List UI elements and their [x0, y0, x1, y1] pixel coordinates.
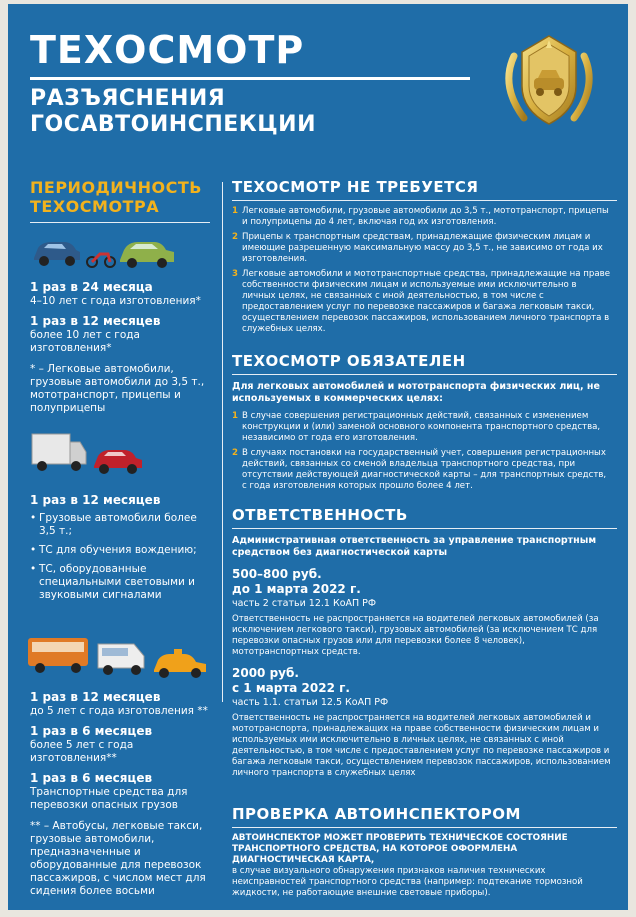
- fine-2-amount: 2000 руб.: [232, 666, 299, 680]
- vehicle-list-item: • ТС, оборудованные специальными световыми и звуковыми сигналами: [30, 563, 216, 602]
- period-text: Транспортные средства для перевозки опасных грузов: [30, 786, 188, 811]
- liability-divider: [232, 528, 617, 529]
- footnote-1: * – Легковые автомобили, грузовые автомобили до 3,5 т., мототранспорт, прицепы и полуприцепы: [30, 363, 205, 414]
- period-title: 1 раз в 24 месяца: [30, 280, 153, 294]
- inspection-block: [232, 833, 612, 899]
- periodicity-block-3: [30, 690, 216, 898]
- item-text: Прицепы к транспортным средствам, принадлежащие физическим лицам и имеющие разрешенную максимальную массу до 3,5 т., не зависимо от года их изготовления.: [242, 232, 603, 264]
- liability-block: [232, 535, 612, 779]
- fine-2-note: Ответственность не распространяется на водителей легковых автомобилей и мототранспорта, принадлежащих на праве собственности физическим лицам и используемых ими исключительно в личных целях, не связанных с иной деятельностью, в том числе с предоставлением услуг по перевозке пассажиров и багажа легковым такси, осуществлением перевозок пассажиров, использованием личного транспорта в служебных целях: [232, 713, 611, 778]
- periodicity-heading: [30, 178, 202, 216]
- fine-1-date: до 1 марта 2022 г.: [232, 582, 361, 596]
- item-number: 3: [232, 269, 238, 279]
- inspection-heading: ПРОВЕРКА АВТОИНСПЕКТОРОМ: [232, 805, 521, 823]
- car-motorcycle-illustration: [30, 230, 180, 270]
- required-heading: ТЕХОСМОТР ОБЯЗАТЕЛЕН: [232, 352, 466, 370]
- bus-van-taxi-illustration: [26, 632, 216, 680]
- vehicle-list-item: • ТС для обучения вождению;: [30, 544, 216, 557]
- period-title: 1 раз в 12 месяцев: [30, 314, 161, 328]
- subtitle-line-1: РАЗЪЯСНЕНИЯ: [30, 86, 226, 111]
- required-intro: Для легковых автомобилей и мототранспорта физических лиц, не используемых в коммерческих целях:: [232, 381, 600, 404]
- list-item: [232, 448, 612, 492]
- page-title: ТЕХОСМОТР: [30, 28, 305, 72]
- item-text: Легковые автомобили и мототранспортные средства, принадлежащие на праве собственности физическим лицам и используемые ими исключительно в личных целях, не связанных с иной деятельностью, в том числе с предоставлением услуг по перевозке пассажиров и багажа легковым такси, осуществлением перевозок пассажиров, использованием личного транспорта в служебных целях.: [242, 269, 610, 334]
- periodicity-block-2: [30, 493, 216, 602]
- required-block: [232, 381, 612, 496]
- period-title: 1 раз в 6 месяцев: [30, 771, 153, 785]
- column-divider: [222, 182, 223, 702]
- fine-1-amount: 500–800 руб.: [232, 567, 322, 581]
- car-icon: [94, 450, 142, 474]
- footnote-2: ** – Автобусы, легковые такси, грузовые автомобили, предназначенные и оборудованные для перевозок пассажиров, с числом мест для сидения более восьми: [30, 820, 206, 897]
- poster: [8, 4, 628, 910]
- period-text: более 10 лет с года изготовления*: [30, 329, 140, 354]
- item-number: 1: [232, 411, 238, 421]
- list-item: [232, 411, 612, 444]
- periodicity-heading-line-1: ПЕРИОДИЧНОСТЬ: [30, 178, 202, 197]
- periodicity-divider: [30, 222, 210, 223]
- item-number: 2: [232, 448, 238, 458]
- list-item: [232, 269, 612, 335]
- item-text: В случаях постановки на государственный учет, совершения регистрационных действий, связанных со сменой владельца транспортного средства, при отсутствии действующей диагностической карты – для транспортных средств, с года изготовления которых прошло более 4 лет.: [242, 448, 607, 491]
- truck-icon: [32, 434, 86, 471]
- car-icon: [120, 242, 174, 268]
- fine-2-article: часть 1.1. статьи 12.5 КоАП РФ: [232, 697, 389, 708]
- motorcycle-icon: [87, 254, 115, 267]
- not-required-heading: ТЕХОСМОТР НЕ ТРЕБУЕТСЯ: [232, 178, 479, 196]
- title-divider: [30, 77, 470, 80]
- period-title: 1 раз в 12 месяцев: [30, 690, 161, 704]
- period-title: 1 раз в 12 месяцев: [30, 493, 161, 507]
- page-subtitle: [30, 86, 410, 138]
- truck-car-illustration: [30, 428, 150, 478]
- inspection-bold-text: АВТОИНСПЕКТОР МОЖЕТ ПРОВЕРИТЬ ТЕХНИЧЕСКОЕ СОСТОЯНИЕ ТРАНСПОРТНОГО СРЕДСТВА, НА КОТОРОЕ ОФОРМЛЕНА ДИАГНОСТИЧЕСКАЯ КАРТА,: [232, 833, 568, 865]
- car-icon: [34, 242, 80, 266]
- list-item: [232, 232, 612, 265]
- subtitle-line-2: ГОСАВТОИНСПЕКЦИИ: [30, 112, 316, 137]
- vehicle-list-item: • Грузовые автомобили более 3,5 т.;: [30, 512, 216, 538]
- period-text: более 5 лет с года изготовления**: [30, 739, 134, 764]
- not-required-list: [232, 206, 612, 339]
- fine-1-note: Ответственность не распространяется на водителей легковых автомобилей (за исключением легкового такси), грузовых автомобилей (за исключением ТС для перевозки опасных грузов или для перевозки более 8 человек), мототранспортных средств.: [232, 614, 599, 657]
- item-text: В случае совершения регистрационных действий, связанных с изменением конструкции и (или) заменой основного компонента транспортного средства, независимо от года его изготовления.: [242, 411, 601, 443]
- periodicity-heading-line-2: ТЕХОСМОТРА: [30, 197, 160, 216]
- item-number: 1: [232, 206, 238, 216]
- liability-intro: Административная ответственность за управление транспортным средством без диагностической карты: [232, 535, 597, 558]
- inspection-text: в случае визуального обнаружения признаков наличия технических неисправностей транспортного средства (например: подтекание тормозной жидкости, не работающие внешние световые приборы).: [232, 866, 583, 898]
- item-text: Легковые автомобили, грузовые автомобили до 3,5 т., мототранспорт, прицепы и полуприцепы до 4 лет, включая год их изготовления.: [242, 206, 609, 227]
- van-icon: [98, 644, 144, 675]
- bus-icon: [28, 638, 88, 673]
- period-title: 1 раз в 6 месяцев: [30, 724, 153, 738]
- item-number: 2: [232, 232, 238, 242]
- period-text: 4–10 лет с года изготовления*: [30, 295, 201, 307]
- traffic-police-emblem-icon: [494, 26, 604, 136]
- periodicity-block-1: [30, 280, 216, 415]
- fine-1-article: часть 2 статьи 12.1 КоАП РФ: [232, 598, 377, 609]
- period-text: до 5 лет с года изготовления **: [30, 705, 208, 717]
- fine-2-date: с 1 марта 2022 г.: [232, 681, 350, 695]
- list-item: [232, 206, 612, 228]
- not-required-divider: [232, 200, 617, 201]
- inspection-divider: [232, 827, 617, 828]
- liability-heading: ОТВЕТСТВЕННОСТЬ: [232, 506, 408, 524]
- required-divider: [232, 374, 617, 375]
- taxi-icon: [154, 649, 206, 678]
